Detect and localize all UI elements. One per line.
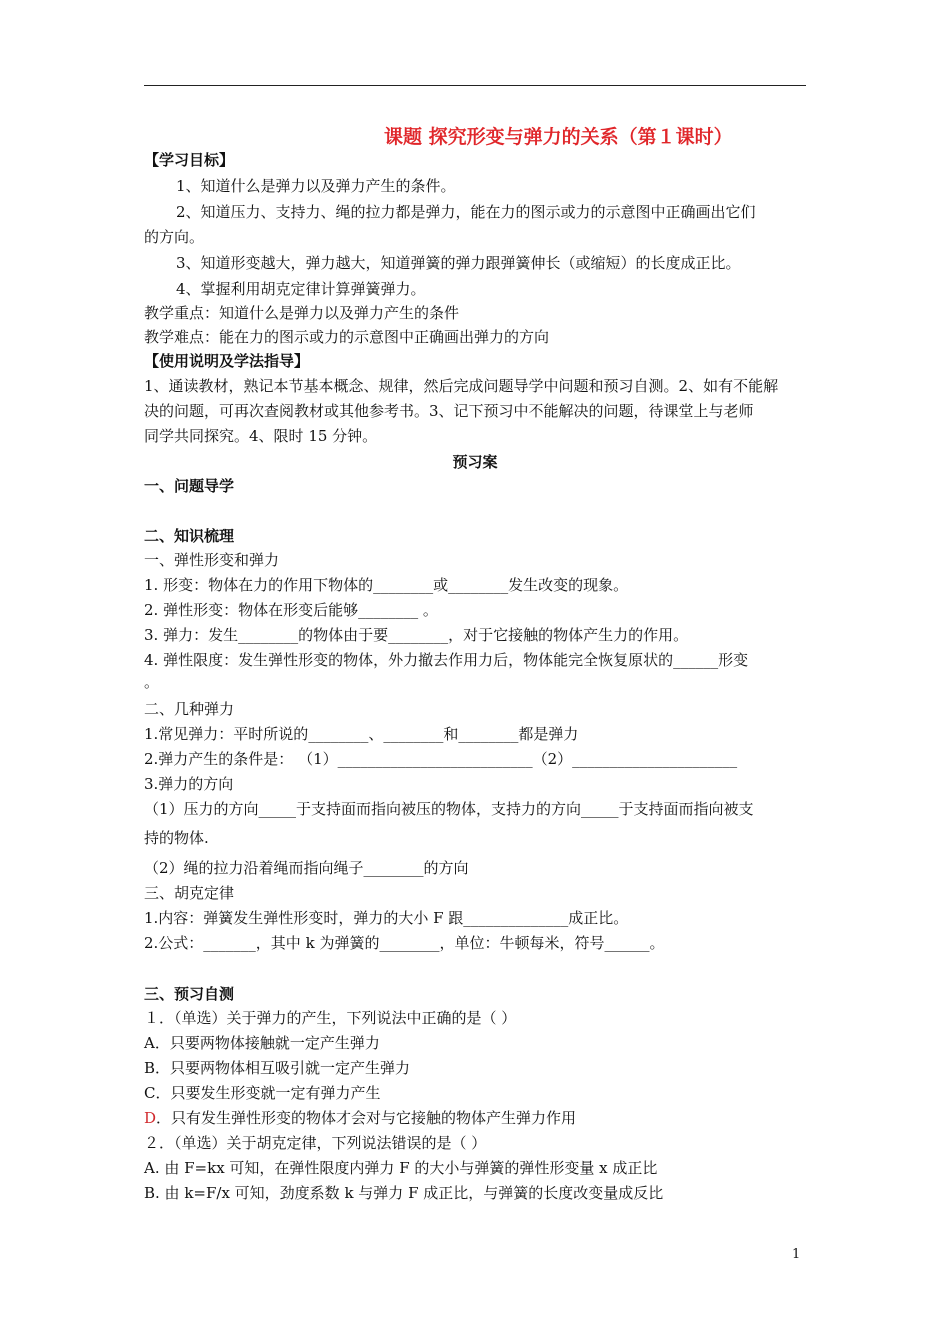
q2-option-b: B. 由 k=F/x 可知，劲度系数 k 与弹力 F 成正比，与弹簧的长度改变量成反比 bbox=[144, 1184, 664, 1202]
guide-line-1: 1、通读教材，熟记本节基本概念、规律，然后完成问题导学中问题和预习自测。2、如有不能解 bbox=[144, 377, 779, 395]
section-self-test: 三、预习自测 bbox=[144, 985, 235, 1003]
objective-2-cont: 的方向。 bbox=[144, 228, 205, 246]
q1-option-d bbox=[144, 1108, 812, 1128]
elastic-3: 3.弹力的方向 bbox=[144, 775, 234, 793]
preview-heading: 预习案 bbox=[452, 453, 498, 471]
lesson-title: 课题 探究形变与弹力的关系（第１课时） bbox=[384, 126, 733, 148]
subsection-elastic: 一、弹性形变和弹力 bbox=[144, 551, 280, 569]
subsection-types: 二、几种弹力 bbox=[144, 700, 235, 718]
q1-option-a: A．只要两物体接触就一定产生弹力 bbox=[144, 1034, 380, 1052]
hooke-1: 1.内容：弹簧发生弹性形变时，弹力的大小 F 跟______________成正比。 bbox=[144, 909, 629, 927]
question-1: １．（单选）关于弹力的产生，下列说法中正确的是（ ） bbox=[144, 1009, 517, 1027]
q1-option-d-text: ．只有发生弹性形变的物体才会对与它接触的物体产生弹力作用 bbox=[156, 1109, 577, 1127]
subsection-hooke: 三、胡克定律 bbox=[144, 884, 235, 902]
key-point: 教学重点：知道什么是弹力以及弹力产生的条件 bbox=[144, 304, 460, 322]
q1-option-d-letter: D bbox=[144, 1109, 157, 1127]
q2-option-a: A. 由 F=kx 可知，在弹性限度内弹力 F 的大小与弹簧的弹性形变量 x 成正比 bbox=[144, 1159, 658, 1177]
section-problem-guide: 一、问题导学 bbox=[144, 477, 235, 495]
objective-4: 4、掌握利用胡克定律计算弹簧弹力。 bbox=[176, 280, 426, 298]
guide-line-3: 同学共同探究。4、限时 15 分钟。 bbox=[144, 427, 378, 445]
knowledge-3: 3. 弹力：发生________的物体由于要________，对于它接触的物体产生力的作用。 bbox=[144, 626, 689, 644]
elastic-3a: （1）压力的方向_____于支持面而指向被压的物体，支持力的方向_____于支持面而指向被支 bbox=[144, 800, 754, 818]
knowledge-2: 2. 弹性形变：物体在形变后能够________ 。 bbox=[144, 601, 438, 619]
knowledge-4: 4. 弹性限度：发生弹性形变的物体，外力撤去作用力后，物体能完全恢复原状的______形变 bbox=[144, 651, 749, 669]
section-knowledge: 二、知识梳理 bbox=[144, 527, 235, 545]
question-2: ２．（单选）关于胡克定律，下列说法错误的是（ ） bbox=[144, 1134, 487, 1152]
hooke-2: 2.公式：_______，其中 k 为弹簧的________，单位：牛顿每米，符号______。 bbox=[144, 934, 665, 952]
objectives-heading: 【学习目标】 bbox=[144, 151, 235, 169]
difficulty: 教学难点：能在力的图示或力的示意图中正确画出弹力的方向 bbox=[144, 328, 550, 346]
page-number: 1 bbox=[792, 1247, 801, 1262]
guide-heading: 【使用说明及学法指导】 bbox=[144, 352, 310, 370]
elastic-3c: （2）绳的拉力沿着绳而指向绳子________的方向 bbox=[144, 859, 469, 877]
q1-option-c: C．只要发生形变就一定有弹力产生 bbox=[144, 1084, 381, 1102]
objective-1: 1、知道什么是弹力以及弹力产生的条件。 bbox=[176, 177, 456, 195]
objective-2: 2、知道压力、支持力、绳的拉力都是弹力，能在力的图示或力的示意图中正确画出它们 bbox=[176, 203, 756, 221]
guide-line-2: 决的问题，可再次查阅教材或其他参考书。3、记下预习中不能解决的问题，待课堂上与老师 bbox=[144, 402, 754, 420]
elastic-2: 2.弹力产生的条件是： （1）__________________________（2）______________________ bbox=[144, 750, 738, 768]
elastic-3a-cont: 持的物体. bbox=[144, 829, 209, 847]
knowledge-4-cont: 。 bbox=[144, 673, 160, 691]
elastic-1: 1.常见弹力：平时所说的________、________和________都是弹力 bbox=[144, 725, 579, 743]
q1-option-b: B．只要两物体相互吸引就一定产生弹力 bbox=[144, 1059, 411, 1077]
header-rule bbox=[144, 85, 806, 86]
objective-3: 3、知道形变越大，弹力越大，知道弹簧的弹力跟弹簧伸长（或缩短）的长度成正比。 bbox=[176, 254, 741, 272]
knowledge-1: 1. 形变：物体在力的作用下物体的________或________发生改变的现象。 bbox=[144, 576, 629, 594]
